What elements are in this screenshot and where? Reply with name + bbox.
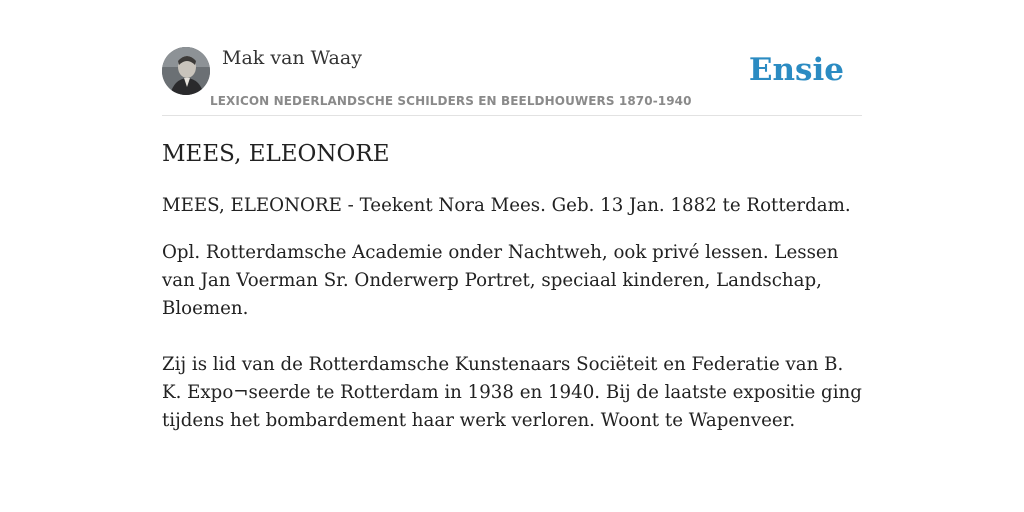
author-name[interactable]: Mak van Waay (222, 47, 362, 69)
ensie-logo[interactable]: Ensie (748, 52, 844, 88)
article-title: MEES, ELEONORE (162, 141, 390, 167)
article-body (162, 192, 862, 435)
article-paragraph: Zij is lid van de Rotterdamsche Kunstenaars Sociëteit en Federatie van B. K. Expo¬seerde te Rotterdam in 1938 en 1940. Bij de laatste expositie ging tijdens het bombardement haar werk verloren. Woont te Wapenveer. (162, 354, 862, 431)
header (162, 0, 862, 116)
article-paragraph: Opl. Rotterdamsche Academie onder Nachtweh, ook privé lessen. Lessen van Jan Voerman Sr. Onderwerp Portret, speciaal kinderen, Landschap, Bloemen. (162, 242, 839, 319)
lexicon-title[interactable]: LEXICON NEDERLANDSCHE SCHILDERS EN BEELDHOUWERS 1870-1940 (210, 94, 692, 108)
portrait-image (162, 47, 210, 95)
article-paragraph: MEES, ELEONORE - Teekent Nora Mees. Geb. 13 Jan. 1882 te Rotterdam. (162, 195, 851, 216)
author-avatar[interactable] (162, 47, 210, 95)
page (162, 0, 862, 512)
